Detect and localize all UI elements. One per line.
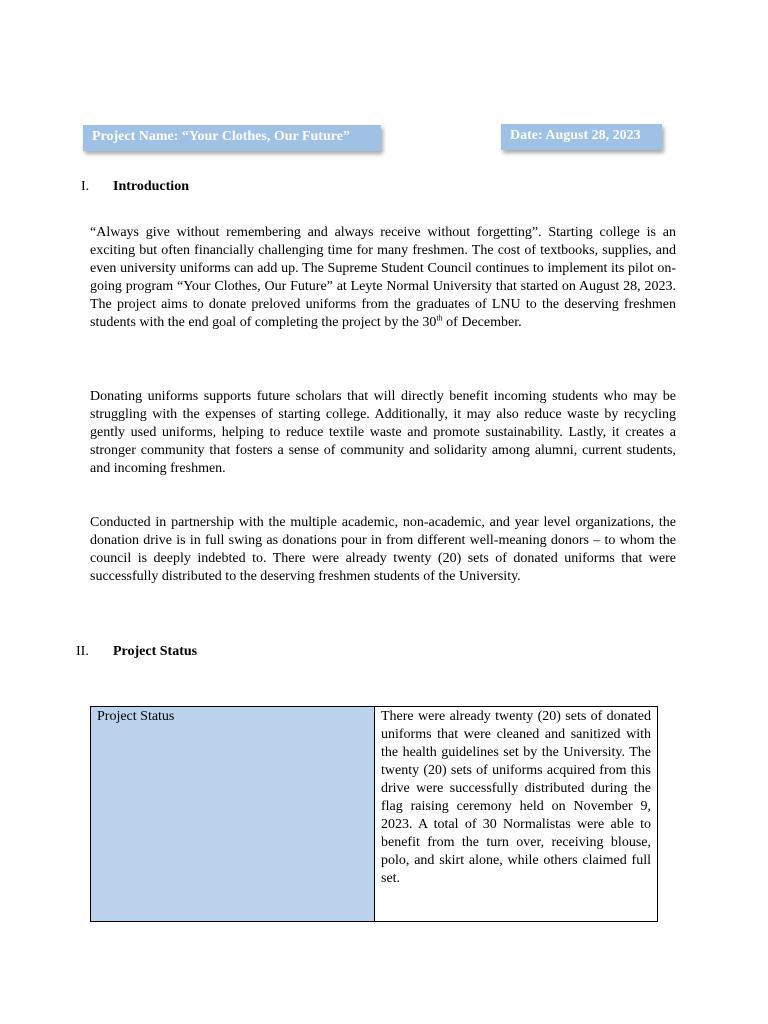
section-heading-project-status <box>76 643 197 661</box>
section-title: Project Status <box>113 644 198 659</box>
status-label-cell: Project Status <box>91 707 375 921</box>
intro-paragraph-3: Conducted in partnership with the multiple academic, non-academic, and year level organizations, the donation drive is in full swing as donations pour in from different well-meaning donors – to whom the council is deeply indebted to. There were already twenty (20) sets of donated uniforms that were successfully distributed to the deserving freshmen students of the University. <box>90 515 676 584</box>
intro-paragraph-2: Donating uniforms supports future scholars that will directly benefit incoming students who may be struggling with the expenses of starting college. Additionally, it may also reduce waste by recycling gently used uniforms, helping to reduce textile waste and promote sustainability. Lastly, it creates a stronger community that fosters a sense of community and solidarity among alumni, current students, and incoming freshmen. <box>90 389 676 476</box>
project-name-banner: Project Name: “Your Clothes, Our Future” <box>83 125 381 151</box>
date-banner: Date: August 28, 2023 <box>501 124 662 150</box>
project-status-table <box>90 706 658 922</box>
section-number: II. <box>76 644 89 659</box>
intro-paragraph-1-end: of December. <box>442 315 522 330</box>
section-title: Introduction <box>113 179 189 194</box>
ordinal-suffix: th <box>436 313 443 323</box>
intro-paragraph-1 <box>90 224 676 332</box>
section-heading-introduction <box>81 178 189 196</box>
status-description-cell: There were already twenty (20) sets of donated uniforms that were cleaned and sanitized with the health guidelines set by the University. The twenty (20) sets of uniforms acquired from this drive were successfully distributed during the flag raising ceremony held on November 9, 2023. A total of 30 Normalistas were able to benefit from the turn over, receiving blouse, polo, and skirt alone, while others claimed full set. <box>381 709 651 886</box>
intro-paragraph-1-text: “Always give without remembering and always receive without forgetting”. Starting college is an exciting but often financially challenging time for many freshmen. The cost of textbooks, supplies, and even university uniforms can add up. The Supreme Student Council continues to implement its pilot on-going program “Your Clothes, Our Future” at Leyte Normal University that started on August 28, 2023. The project aims to donate preloved uniforms from the graduates of LNU to the deserving freshmen students with the end goal of completing the project by the 30 <box>90 225 676 330</box>
section-number: I. <box>81 179 90 194</box>
